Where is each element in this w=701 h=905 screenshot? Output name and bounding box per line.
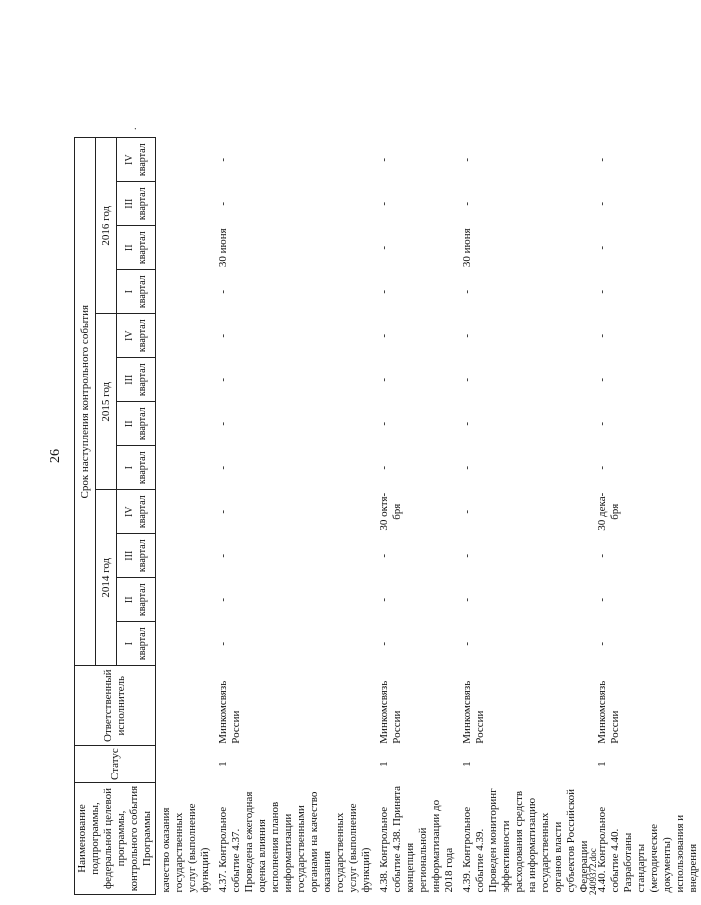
quarter-word: квартал	[137, 363, 149, 397]
quarter-numeral: II	[124, 244, 136, 252]
quarter-cell	[156, 182, 214, 226]
quarter-cell: -	[217, 377, 229, 382]
quarter-cell: -	[461, 509, 473, 514]
quarter-cell: -	[378, 157, 390, 162]
header-deadline: Срок наступления контрольного события	[75, 138, 96, 666]
event-status: 1	[217, 761, 229, 767]
quarter-numeral: IV	[124, 506, 136, 517]
quarter-cell: -	[461, 377, 473, 382]
quarter-word: квартал	[137, 143, 149, 177]
quarter-header	[117, 490, 156, 534]
quarter-cell: -	[596, 245, 608, 250]
quarter-cell: -	[596, 597, 608, 602]
quarter-header	[117, 182, 156, 226]
stray-mark: .	[128, 127, 139, 130]
quarter-header	[117, 446, 156, 490]
quarter-cell: -	[378, 465, 390, 470]
event-status: 1	[461, 761, 473, 767]
quarter-numeral: IV	[124, 330, 136, 341]
quarter-cell: -	[461, 553, 473, 558]
quarter-cell: -	[596, 641, 608, 646]
quarter-word: квартал	[137, 275, 149, 309]
quarter-word: квартал	[137, 539, 149, 573]
quarter-cell: -	[596, 553, 608, 558]
event-status: 1	[596, 761, 608, 767]
quarter-header	[117, 578, 156, 622]
document-id: 2409372.doc	[588, 848, 598, 895]
quarter-numeral: I	[124, 290, 136, 294]
quarter-cell	[156, 622, 214, 666]
quarter-cell: -	[596, 289, 608, 294]
quarter-cell: -	[461, 641, 473, 646]
quarter-cell: -	[596, 333, 608, 338]
event-executor: Минкомсвязь России	[461, 680, 486, 744]
quarter-word: квартал	[137, 319, 149, 353]
event-status: 1	[378, 761, 390, 767]
quarter-cell: -	[461, 157, 473, 162]
quarter-cell: -	[217, 333, 229, 338]
control-events-table	[74, 137, 701, 895]
table-row	[592, 138, 701, 895]
header-status: Статус	[75, 746, 156, 783]
quarter-word: квартал	[137, 627, 149, 661]
table-row	[156, 138, 214, 895]
page-number: 26	[48, 449, 63, 463]
quarter-cell: -	[378, 553, 390, 558]
quarter-cell: -	[461, 201, 473, 206]
table-row	[457, 138, 592, 895]
year-2014: 2014 год	[96, 490, 117, 666]
quarter-header	[117, 534, 156, 578]
event-executor: Минкомсвязь России	[217, 680, 242, 744]
quarter-cell: 30 июня	[217, 228, 229, 268]
event-name: качество оказания государственных услуг (выполнение функций)	[160, 803, 211, 893]
quarter-numeral: III	[124, 374, 136, 385]
quarter-numeral: II	[124, 596, 136, 604]
quarter-cell: 30 июня	[461, 228, 473, 268]
table-body	[156, 138, 701, 895]
quarter-cell: -	[378, 245, 390, 250]
quarter-cell: 30 дека-бря	[596, 492, 621, 531]
event-executor	[156, 666, 214, 746]
event-executor: Минкомсвязь России	[596, 680, 621, 744]
event-name: 4.40. Контрольное событие 4.40. Разработаны стандарты (методические документы) использования и внедрения	[596, 806, 699, 893]
quarter-cell	[156, 226, 214, 270]
quarter-header	[117, 226, 156, 270]
quarter-numeral: III	[124, 550, 136, 561]
quarter-cell: -	[378, 289, 390, 294]
quarter-word: квартал	[137, 495, 149, 529]
quarter-cell: -	[378, 377, 390, 382]
quarter-word: квартал	[137, 187, 149, 221]
quarter-cell: -	[217, 465, 229, 470]
quarter-cell	[156, 270, 214, 314]
quarter-cell: -	[378, 421, 390, 426]
quarter-cell: -	[217, 509, 229, 514]
quarter-cell: -	[378, 641, 390, 646]
quarter-cell: -	[217, 289, 229, 294]
quarter-cell: -	[378, 333, 390, 338]
event-name: 4.37. Контрольное событие 4.37. Проведена ежегодная оценка влияния исполнения планов информатизации государственными органами на качество оказания государственных услуг (выполнение функций)	[217, 791, 372, 893]
quarter-cell	[156, 446, 214, 490]
quarter-header	[117, 138, 156, 182]
quarter-cell	[156, 314, 214, 358]
quarter-cell	[156, 358, 214, 402]
quarter-cell	[156, 402, 214, 446]
quarter-header	[117, 358, 156, 402]
year-2015: 2015 год	[96, 314, 117, 490]
quarter-numeral: III	[124, 198, 136, 209]
quarter-cell: -	[217, 201, 229, 206]
quarter-cell	[156, 534, 214, 578]
quarter-header	[117, 622, 156, 666]
quarter-numeral: II	[124, 420, 136, 428]
event-status	[156, 746, 214, 783]
quarter-cell	[156, 490, 214, 534]
quarter-cell	[156, 138, 214, 182]
quarter-cell: -	[461, 465, 473, 470]
quarter-cell: -	[596, 421, 608, 426]
year-2016: 2016 год	[96, 138, 117, 314]
quarter-cell: -	[217, 421, 229, 426]
quarter-header	[117, 402, 156, 446]
quarter-cell: -	[217, 597, 229, 602]
quarter-cell: -	[461, 333, 473, 338]
quarter-cell: -	[378, 597, 390, 602]
quarter-cell: 30 октя-бря	[378, 492, 403, 531]
quarter-word: квартал	[137, 407, 149, 441]
quarter-cell: -	[217, 641, 229, 646]
quarter-header	[117, 270, 156, 314]
document-page	[40, 35, 699, 895]
quarter-word: квартал	[137, 583, 149, 617]
quarter-cell: -	[596, 157, 608, 162]
quarter-cell: -	[596, 377, 608, 382]
quarter-word: квартал	[137, 451, 149, 485]
quarter-cell: -	[378, 201, 390, 206]
header-row-1	[75, 138, 96, 895]
event-executor: Минкомсвязь России	[378, 680, 403, 744]
quarter-cell: -	[596, 465, 608, 470]
quarter-cell: -	[461, 421, 473, 426]
quarter-numeral: IV	[124, 154, 136, 165]
table-row	[213, 138, 374, 895]
quarter-cell: -	[596, 201, 608, 206]
quarter-cell: -	[461, 289, 473, 294]
event-name: 4.39. Контрольное событие 4.39. Проведен мониторинг эффективности расходования средств на информатизацию государственных органов власти субъектов Российской Федерации	[461, 788, 590, 893]
quarter-numeral: I	[124, 466, 136, 470]
quarter-header	[117, 314, 156, 358]
header-executor: Ответственный исполнитель	[75, 666, 156, 746]
quarter-cell	[156, 578, 214, 622]
quarter-cell: -	[217, 553, 229, 558]
quarter-cell: -	[461, 597, 473, 602]
event-name: 4.38. Контрольное событие 4.38. Принята концепция региональной информатизации до 2018 года	[378, 785, 455, 893]
table-row	[374, 138, 457, 895]
quarter-numeral: I	[124, 642, 136, 646]
quarter-word: квартал	[137, 231, 149, 265]
quarter-cell: -	[217, 157, 229, 162]
header-name: Наименование подпрограммы, федеральной целевой программы, контрольного события Программы	[75, 783, 156, 895]
